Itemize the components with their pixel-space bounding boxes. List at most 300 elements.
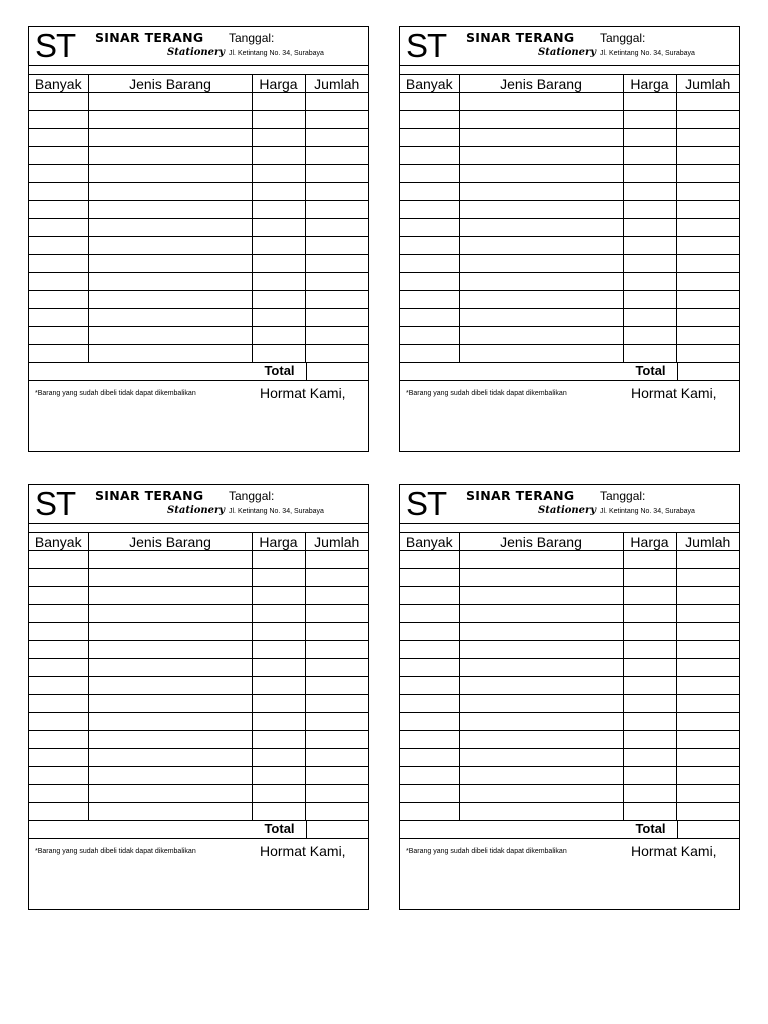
price-cell[interactable]: [252, 183, 305, 201]
item-name-cell[interactable]: [88, 731, 252, 749]
qty-cell[interactable]: [400, 201, 459, 219]
price-cell[interactable]: [252, 147, 305, 165]
price-cell[interactable]: [252, 731, 305, 749]
return-policy-note: *Barang yang sudah dibeli tidak dapat dikembalikan: [406, 390, 567, 397]
qty-cell[interactable]: [29, 695, 88, 713]
qty-cell[interactable]: [400, 273, 459, 291]
qty-cell[interactable]: [400, 803, 459, 821]
price-cell[interactable]: [252, 327, 305, 345]
price-cell[interactable]: [623, 587, 676, 605]
item-name-cell[interactable]: [88, 129, 252, 147]
receipt-form: [28, 484, 369, 910]
amount-cell[interactable]: [305, 623, 368, 641]
price-cell[interactable]: [252, 291, 305, 309]
item-name-cell[interactable]: [459, 147, 623, 165]
item-name-cell[interactable]: [88, 255, 252, 273]
qty-cell[interactable]: [29, 659, 88, 677]
price-cell[interactable]: [623, 767, 676, 785]
qty-cell[interactable]: [400, 569, 459, 587]
qty-cell[interactable]: [29, 111, 88, 129]
qty-cell[interactable]: [400, 309, 459, 327]
qty-cell[interactable]: [29, 713, 88, 731]
amount-cell[interactable]: [676, 147, 739, 165]
price-cell[interactable]: [252, 569, 305, 587]
qty-cell[interactable]: [400, 551, 459, 569]
price-cell[interactable]: [252, 111, 305, 129]
item-row: [400, 129, 739, 147]
amount-cell[interactable]: [305, 641, 368, 659]
amount-cell[interactable]: [305, 677, 368, 695]
item-name-cell[interactable]: [459, 641, 623, 659]
item-row: [29, 345, 368, 363]
item-name-cell[interactable]: [459, 129, 623, 147]
total-row: [400, 363, 739, 381]
receipt-footer: [400, 381, 739, 451]
price-cell[interactable]: [252, 605, 305, 623]
amount-cell[interactable]: [676, 255, 739, 273]
price-cell[interactable]: [623, 345, 676, 363]
amount-cell[interactable]: [676, 165, 739, 183]
amount-cell[interactable]: [676, 749, 739, 767]
amount-cell[interactable]: [305, 129, 368, 147]
total-value-cell[interactable]: [677, 821, 740, 838]
items-header-row: [29, 533, 368, 551]
receipt-header: [400, 485, 739, 524]
item-name-cell[interactable]: [459, 767, 623, 785]
item-row: [400, 605, 739, 623]
amount-cell[interactable]: [676, 641, 739, 659]
item-row: [29, 587, 368, 605]
price-cell[interactable]: [623, 327, 676, 345]
price-cell[interactable]: [623, 219, 676, 237]
price-cell[interactable]: [252, 345, 305, 363]
price-cell[interactable]: [623, 129, 676, 147]
qty-cell[interactable]: [29, 201, 88, 219]
total-label: Total: [635, 363, 666, 378]
qty-cell[interactable]: [29, 641, 88, 659]
amount-cell[interactable]: [676, 309, 739, 327]
item-row: [29, 713, 368, 731]
signoff-text: Hormat Kami,: [631, 385, 717, 401]
item-name-cell[interactable]: [88, 569, 252, 587]
price-cell[interactable]: [623, 623, 676, 641]
amount-cell[interactable]: [676, 623, 739, 641]
price-cell[interactable]: [623, 165, 676, 183]
price-cell[interactable]: [623, 273, 676, 291]
item-name-cell[interactable]: [459, 291, 623, 309]
qty-cell[interactable]: [29, 129, 88, 147]
item-name-cell[interactable]: [459, 201, 623, 219]
amount-cell[interactable]: [676, 605, 739, 623]
price-cell[interactable]: [623, 111, 676, 129]
amount-cell[interactable]: [305, 93, 368, 111]
item-row: [29, 165, 368, 183]
item-name-cell[interactable]: [88, 767, 252, 785]
qty-cell[interactable]: [29, 749, 88, 767]
price-cell[interactable]: [252, 255, 305, 273]
item-name-cell[interactable]: [459, 785, 623, 803]
item-name-cell[interactable]: [459, 749, 623, 767]
amount-cell[interactable]: [305, 309, 368, 327]
qty-cell[interactable]: [400, 587, 459, 605]
item-row: [29, 803, 368, 821]
amount-cell[interactable]: [305, 749, 368, 767]
qty-cell[interactable]: [29, 273, 88, 291]
price-cell[interactable]: [623, 677, 676, 695]
amount-cell[interactable]: [676, 93, 739, 111]
qty-cell[interactable]: [400, 713, 459, 731]
amount-cell[interactable]: [305, 587, 368, 605]
qty-cell[interactable]: [29, 551, 88, 569]
item-row: [29, 129, 368, 147]
amount-cell[interactable]: [676, 551, 739, 569]
qty-cell[interactable]: [400, 623, 459, 641]
price-cell[interactable]: [623, 659, 676, 677]
amount-cell[interactable]: [676, 569, 739, 587]
item-row: [29, 237, 368, 255]
amount-cell[interactable]: [305, 237, 368, 255]
qty-cell[interactable]: [29, 219, 88, 237]
item-name-cell[interactable]: [88, 605, 252, 623]
item-name-cell[interactable]: [88, 803, 252, 821]
company-name: SINAR TERANG: [466, 30, 575, 45]
item-name-cell[interactable]: [459, 731, 623, 749]
item-name-cell[interactable]: [88, 291, 252, 309]
qty-cell[interactable]: [400, 605, 459, 623]
item-row: [400, 111, 739, 129]
amount-cell[interactable]: [676, 767, 739, 785]
qty-cell[interactable]: [400, 641, 459, 659]
price-cell[interactable]: [252, 749, 305, 767]
item-name-cell[interactable]: [88, 165, 252, 183]
item-row: [400, 201, 739, 219]
item-row: [400, 551, 739, 569]
amount-cell[interactable]: [676, 291, 739, 309]
total-row: [29, 363, 368, 381]
total-value-cell[interactable]: [677, 363, 740, 380]
amount-cell[interactable]: [305, 713, 368, 731]
qty-cell[interactable]: [29, 309, 88, 327]
amount-cell[interactable]: [676, 327, 739, 345]
qty-cell[interactable]: [29, 165, 88, 183]
item-name-cell[interactable]: [459, 551, 623, 569]
total-value-cell[interactable]: [306, 821, 369, 838]
item-name-cell[interactable]: [459, 273, 623, 291]
amount-cell[interactable]: [676, 129, 739, 147]
price-cell[interactable]: [623, 93, 676, 111]
receipt-form: [28, 26, 369, 452]
item-name-cell[interactable]: [88, 587, 252, 605]
item-name-cell[interactable]: [88, 659, 252, 677]
qty-cell[interactable]: [400, 785, 459, 803]
amount-cell[interactable]: [676, 237, 739, 255]
item-name-cell[interactable]: [459, 219, 623, 237]
price-cell[interactable]: [252, 659, 305, 677]
price-cell[interactable]: [252, 551, 305, 569]
item-name-cell[interactable]: [88, 641, 252, 659]
amount-cell[interactable]: [305, 345, 368, 363]
qty-cell[interactable]: [400, 749, 459, 767]
signoff-text: Hormat Kami,: [260, 385, 346, 401]
price-cell[interactable]: [252, 587, 305, 605]
amount-cell[interactable]: [676, 183, 739, 201]
item-name-cell[interactable]: [88, 309, 252, 327]
item-name-cell[interactable]: [88, 785, 252, 803]
price-cell[interactable]: [252, 237, 305, 255]
item-name-cell[interactable]: [459, 309, 623, 327]
item-row: [29, 551, 368, 569]
item-name-cell[interactable]: [459, 623, 623, 641]
qty-cell[interactable]: [400, 93, 459, 111]
item-name-cell[interactable]: [88, 345, 252, 363]
item-name-cell[interactable]: [459, 695, 623, 713]
amount-cell[interactable]: [305, 291, 368, 309]
price-cell[interactable]: [623, 731, 676, 749]
price-cell[interactable]: [252, 785, 305, 803]
qty-cell[interactable]: [29, 623, 88, 641]
item-row: [29, 309, 368, 327]
amount-cell[interactable]: [305, 183, 368, 201]
amount-cell[interactable]: [305, 273, 368, 291]
amount-cell[interactable]: [676, 731, 739, 749]
qty-cell[interactable]: [400, 111, 459, 129]
price-cell[interactable]: [623, 641, 676, 659]
item-name-cell[interactable]: [459, 569, 623, 587]
qty-cell[interactable]: [29, 587, 88, 605]
qty-cell[interactable]: [400, 695, 459, 713]
receipt-footer: [29, 381, 368, 451]
item-name-cell[interactable]: [459, 327, 623, 345]
column-header-banyak: Banyak: [400, 75, 459, 93]
item-name-cell[interactable]: [459, 587, 623, 605]
item-name-cell[interactable]: [88, 111, 252, 129]
item-row: [400, 237, 739, 255]
qty-cell[interactable]: [29, 255, 88, 273]
column-header-harga: Harga: [252, 75, 305, 93]
company-address: Jl. Ketintang No. 34, Surabaya: [229, 508, 324, 515]
price-cell[interactable]: [252, 309, 305, 327]
price-cell[interactable]: [252, 129, 305, 147]
company-name: SINAR TERANG: [466, 488, 575, 503]
amount-cell[interactable]: [676, 273, 739, 291]
item-name-cell[interactable]: [88, 201, 252, 219]
item-name-cell[interactable]: [459, 659, 623, 677]
amount-cell[interactable]: [676, 785, 739, 803]
price-cell[interactable]: [252, 93, 305, 111]
price-cell[interactable]: [623, 291, 676, 309]
item-name-cell[interactable]: [459, 803, 623, 821]
item-row: [29, 605, 368, 623]
item-row: [29, 255, 368, 273]
amount-cell[interactable]: [676, 587, 739, 605]
qty-cell[interactable]: [29, 237, 88, 255]
item-name-cell[interactable]: [88, 551, 252, 569]
amount-cell[interactable]: [676, 201, 739, 219]
price-cell[interactable]: [623, 713, 676, 731]
item-name-cell[interactable]: [88, 695, 252, 713]
item-name-cell[interactable]: [88, 183, 252, 201]
qty-cell[interactable]: [29, 147, 88, 165]
item-name-cell[interactable]: [459, 237, 623, 255]
amount-cell[interactable]: [676, 677, 739, 695]
price-cell[interactable]: [623, 749, 676, 767]
qty-cell[interactable]: [29, 327, 88, 345]
qty-cell[interactable]: [400, 237, 459, 255]
amount-cell[interactable]: [305, 327, 368, 345]
qty-cell[interactable]: [400, 255, 459, 273]
amount-cell[interactable]: [305, 731, 368, 749]
qty-cell[interactable]: [400, 659, 459, 677]
amount-cell[interactable]: [305, 785, 368, 803]
item-name-cell[interactable]: [88, 327, 252, 345]
price-cell[interactable]: [623, 309, 676, 327]
item-name-cell[interactable]: [459, 255, 623, 273]
price-cell[interactable]: [252, 677, 305, 695]
price-cell[interactable]: [252, 165, 305, 183]
qty-cell[interactable]: [400, 183, 459, 201]
header-divider: [400, 524, 739, 533]
price-cell[interactable]: [252, 803, 305, 821]
amount-cell[interactable]: [305, 255, 368, 273]
qty-cell[interactable]: [400, 291, 459, 309]
total-value-cell[interactable]: [306, 363, 369, 380]
item-name-cell[interactable]: [459, 345, 623, 363]
item-name-cell[interactable]: [88, 749, 252, 767]
company-logo: ST: [35, 27, 76, 64]
price-cell[interactable]: [252, 201, 305, 219]
amount-cell[interactable]: [676, 111, 739, 129]
amount-cell[interactable]: [305, 219, 368, 237]
item-name-cell[interactable]: [88, 677, 252, 695]
receipt-header: [400, 27, 739, 66]
amount-cell[interactable]: [305, 767, 368, 785]
amount-cell[interactable]: [305, 659, 368, 677]
amount-cell[interactable]: [305, 569, 368, 587]
item-row: [400, 219, 739, 237]
amount-cell[interactable]: [676, 345, 739, 363]
price-cell[interactable]: [252, 641, 305, 659]
qty-cell[interactable]: [400, 767, 459, 785]
price-cell[interactable]: [623, 605, 676, 623]
price-cell[interactable]: [623, 201, 676, 219]
item-name-cell[interactable]: [88, 219, 252, 237]
header-divider: [400, 66, 739, 75]
qty-cell[interactable]: [400, 345, 459, 363]
amount-cell[interactable]: [305, 165, 368, 183]
item-name-cell[interactable]: [459, 93, 623, 111]
total-label: Total: [635, 821, 666, 836]
qty-cell[interactable]: [29, 785, 88, 803]
qty-cell[interactable]: [400, 147, 459, 165]
price-cell[interactable]: [623, 803, 676, 821]
receipt-form: [399, 26, 740, 452]
qty-cell[interactable]: [400, 731, 459, 749]
item-row: [400, 641, 739, 659]
amount-cell[interactable]: [676, 695, 739, 713]
qty-cell[interactable]: [400, 219, 459, 237]
qty-cell[interactable]: [29, 183, 88, 201]
item-name-cell[interactable]: [88, 623, 252, 641]
item-row: [29, 767, 368, 785]
amount-cell[interactable]: [305, 803, 368, 821]
price-cell[interactable]: [623, 183, 676, 201]
item-name-cell[interactable]: [88, 237, 252, 255]
price-cell[interactable]: [623, 147, 676, 165]
price-cell[interactable]: [623, 785, 676, 803]
qty-cell[interactable]: [29, 345, 88, 363]
qty-cell[interactable]: [29, 605, 88, 623]
price-cell[interactable]: [623, 569, 676, 587]
price-cell[interactable]: [252, 273, 305, 291]
qty-cell[interactable]: [29, 767, 88, 785]
item-row: [29, 695, 368, 713]
price-cell[interactable]: [623, 237, 676, 255]
item-name-cell[interactable]: [459, 605, 623, 623]
qty-cell[interactable]: [29, 569, 88, 587]
signoff-text: Hormat Kami,: [631, 843, 717, 859]
item-name-cell[interactable]: [88, 273, 252, 291]
price-cell[interactable]: [623, 551, 676, 569]
qty-cell[interactable]: [400, 677, 459, 695]
amount-cell[interactable]: [305, 551, 368, 569]
company-address: Jl. Ketintang No. 34, Surabaya: [229, 50, 324, 57]
item-name-cell[interactable]: [88, 147, 252, 165]
qty-cell[interactable]: [400, 327, 459, 345]
item-name-cell[interactable]: [459, 165, 623, 183]
qty-cell[interactable]: [400, 129, 459, 147]
amount-cell[interactable]: [676, 659, 739, 677]
amount-cell[interactable]: [305, 605, 368, 623]
column-header-jumlah: Jumlah: [676, 533, 739, 551]
qty-cell[interactable]: [29, 291, 88, 309]
amount-cell[interactable]: [676, 219, 739, 237]
price-cell[interactable]: [623, 255, 676, 273]
item-name-cell[interactable]: [459, 713, 623, 731]
amount-cell[interactable]: [676, 713, 739, 731]
item-row: [400, 345, 739, 363]
amount-cell[interactable]: [305, 201, 368, 219]
receipt-form: [399, 484, 740, 910]
price-cell[interactable]: [252, 695, 305, 713]
amount-cell[interactable]: [305, 147, 368, 165]
column-header-jumlah: Jumlah: [305, 533, 368, 551]
amount-cell[interactable]: [305, 111, 368, 129]
qty-cell[interactable]: [29, 677, 88, 695]
price-cell[interactable]: [252, 219, 305, 237]
item-name-cell[interactable]: [459, 677, 623, 695]
qty-cell[interactable]: [29, 803, 88, 821]
amount-cell[interactable]: [305, 695, 368, 713]
item-row: [29, 785, 368, 803]
item-name-cell[interactable]: [88, 93, 252, 111]
signoff-text: Hormat Kami,: [260, 843, 346, 859]
qty-cell[interactable]: [400, 165, 459, 183]
column-header-jenis-barang: Jenis Barang: [88, 533, 252, 551]
date-label: Tanggal:: [229, 31, 275, 45]
qty-cell[interactable]: [29, 731, 88, 749]
price-cell[interactable]: [252, 767, 305, 785]
item-name-cell[interactable]: [459, 111, 623, 129]
amount-cell[interactable]: [676, 803, 739, 821]
qty-cell[interactable]: [29, 93, 88, 111]
price-cell[interactable]: [252, 623, 305, 641]
price-cell[interactable]: [623, 695, 676, 713]
item-row: [400, 623, 739, 641]
price-cell[interactable]: [252, 713, 305, 731]
date-label: Tanggal:: [600, 489, 646, 503]
item-name-cell[interactable]: [459, 183, 623, 201]
item-name-cell[interactable]: [88, 713, 252, 731]
